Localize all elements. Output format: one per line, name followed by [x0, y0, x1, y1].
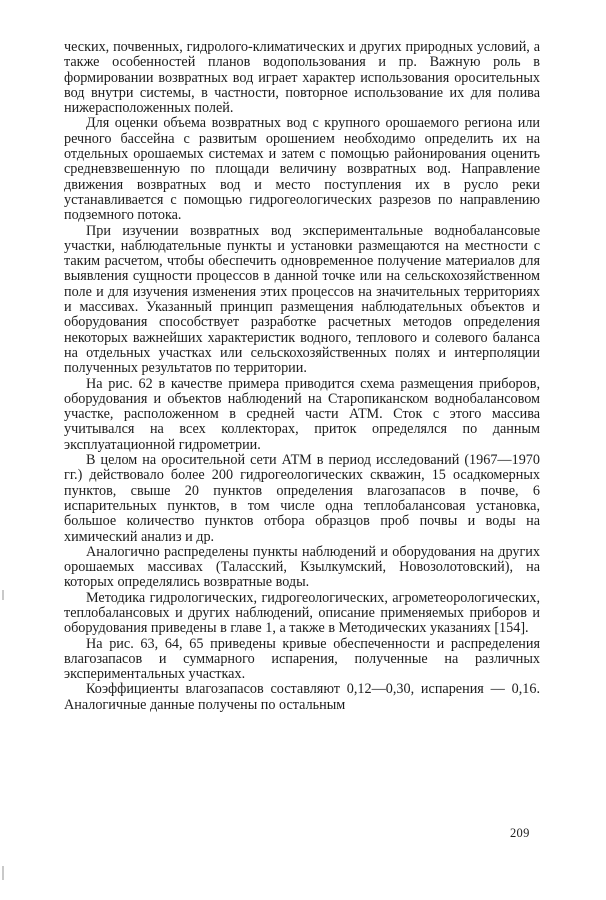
paragraph: При изучении возвратных вод экспериментальные воднобалансовые участки, наблюдательные пункты и установки размещаются на местности с таким расчетом, чтобы обеспечить одновременное получение материалов для выявления сущности процессов в данной точке или на сельскохозяйственном поле и для изучения изменения этих процессов на значительных территориях и массивах. Указанный принцип размещения наблюдательных объектов и оборудования способствует разработке расчетных методов определения некоторых важнейших характеристик водного, теплового и солевого баланса на отдельных участках или сельскохозяйственных полях и интерполяции полученных результатов по территории.: [64, 222, 540, 377]
paragraph: На рис. 62 в качестве примера приводится схема размещения приборов, оборудования и объектов наблюдений на Старопиканском воднобалансовом участке, расположенном в средней части АТМ. Сток с этого массива учитывался на всех коллекторах, приток определялся по данным эксплуатационной гидрометрии.: [64, 375, 540, 453]
paragraph: В целом на оросительной сети АТМ в период исследований (1967—1970 гг.) действовало более 200 гидрогеологических скважин, 15 осадкомерных пунктов, свыше 20 пунктов определения влагозапасов в почве, 6 испарительных пунктов, в том числе одна теплобалансовая установка, большое количество пунктов отбора образцов проб почвы и воды на химический анализ и др.: [64, 452, 540, 545]
paragraph: Для оценки объема возвратных вод с крупного орошаемого региона или речного бассейна с развитым орошением необходимо определить их на отдельных орошаемых системах и затем с помощью районирования оценить средневзвешенную по площади величину возвратных вод. Направление движения возвратных вод и место поступления их в русло реки устанавливается с помощью гидрогеологических разрезов по направлению подземного потока.: [64, 115, 540, 224]
paragraph: Методика гидрологических, гидрогеологических, агрометеорологических, теплобалансовых и других наблюдений, описание применяемых приборов и оборудования приведены в главе 1, а также в Методических указаниях [154].: [64, 589, 540, 637]
paragraph: На рис. 63, 64, 65 приведены кривые обеспеченности и распределения влагозапасов и суммарного испарения, полученные на различных экспериментальных участках.: [64, 635, 540, 683]
paragraph: Аналогично распределены пункты наблюдений и оборудования на других орошаемых массивах (Таласский, Кзылкумский, Новозолотовский), на которых определялись возвратные воды.: [64, 543, 540, 591]
page-text-block: [64, 40, 540, 713]
paragraph: Коэффициенты влагозапасов составляют 0,12—0,30, испарения — 0,16. Аналогичные данные получены по остальным: [64, 681, 540, 713]
paragraph-continued: ческих, почвенных, гидролого-климатических и других природных условий, а также особенностей планов водопользования и пр. Важную роль в формировании возвратных вод играет характер использования оросительных вод внутри системы, в частности, повторное использование их для полива нижерасположенных полей.: [64, 39, 540, 117]
page-number: 209: [510, 826, 530, 840]
scan-edge-mark: [2, 866, 4, 880]
scan-edge-mark: [2, 590, 4, 600]
